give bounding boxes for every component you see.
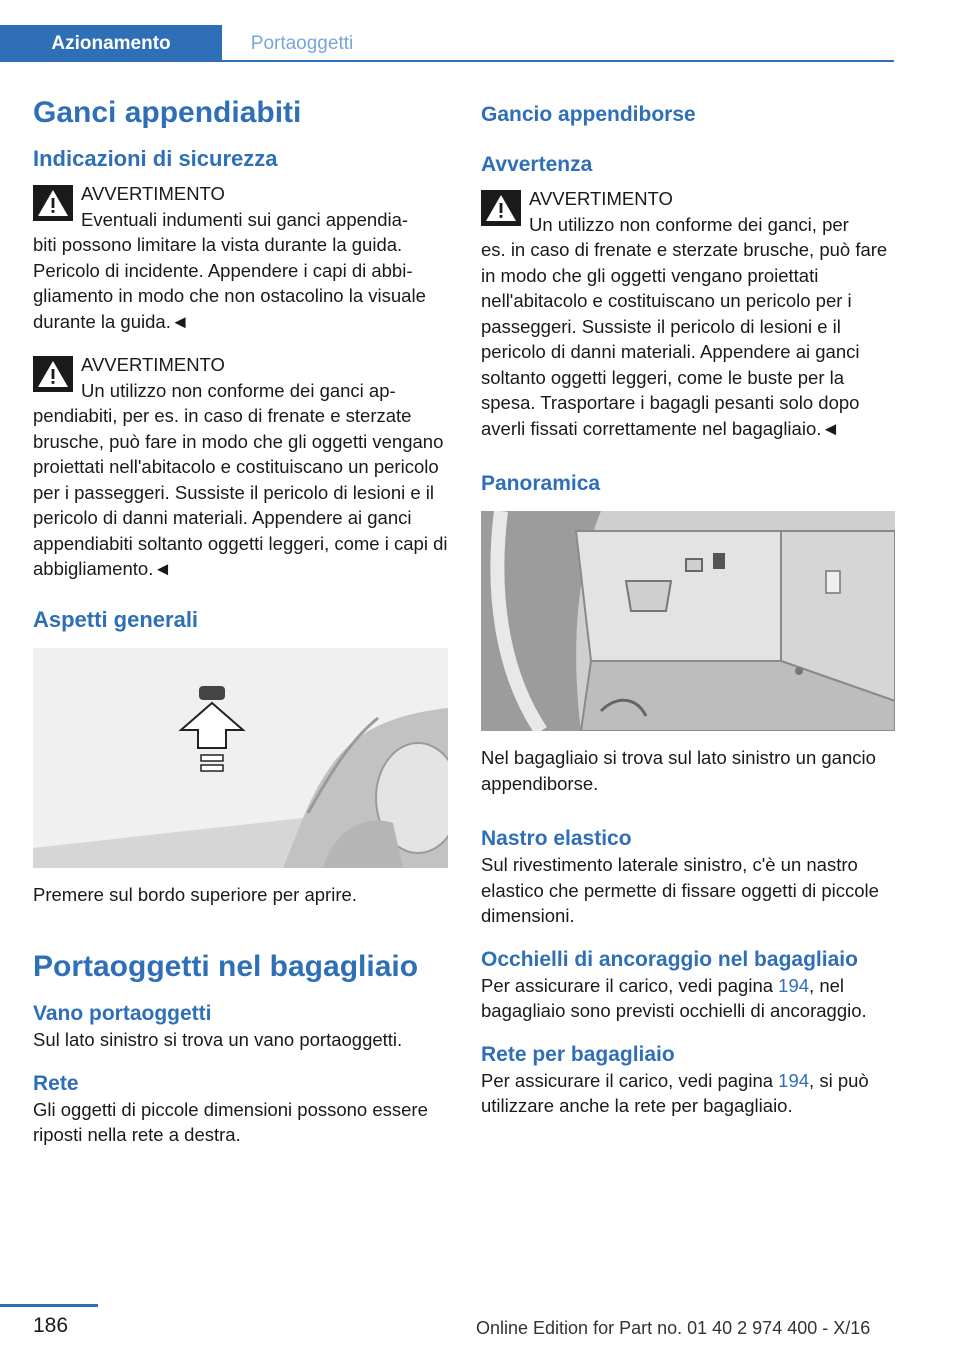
page-link-194[interactable]: 194	[778, 974, 810, 996]
footer-rule	[0, 1304, 98, 1307]
page-header	[0, 0, 960, 64]
coat-hook-drawing	[33, 648, 448, 868]
warning-text-first-line: Un utilizzo non conforme dei ganci, per	[529, 213, 849, 235]
heading-indicazioni-sicurezza: Indicazioni di sicurezza	[33, 146, 278, 171]
rete-bagagliaio-text-start: Per assicurare il carico, vedi pagina	[481, 1069, 779, 1091]
occhielli-text-end: , nel bagagliaio sono previsti occhielli di ancoraggio.	[481, 974, 867, 1021]
heading-aspetti-generali: Aspetti generali	[33, 606, 199, 632]
warning-block-1	[33, 181, 448, 334]
figure-caption: Premere sul bordo superiore per aprire.	[33, 883, 357, 905]
vano-text: Sul lato sinistro si trova un vano portaoggetti.	[33, 1029, 403, 1050]
warning-text: biti possono limitare la vista durante la guida. Pericolo di incidente. Appendere i capi di abbigliamento in modo che non ostacolino la visuale durante la guida.◄	[33, 234, 426, 332]
warning-title: AVVERTIMENTO	[81, 354, 225, 375]
rete-text: Gli oggetti di piccole dimensioni possono essere riposti nella rete a destra.	[33, 1098, 428, 1145]
tab-azionamento[interactable]: Azionamento	[0, 25, 222, 62]
heading-vano-portaoggetti: Vano portaoggetti	[33, 1002, 212, 1025]
left-column	[33, 95, 448, 1148]
warning-text-first-line: Eventuali indumenti sui ganci appendia-	[81, 208, 409, 230]
heading-rete: Rete	[33, 1071, 79, 1095]
warning-block-3	[481, 186, 895, 441]
trunk-illustration	[481, 511, 895, 731]
heading-rete-bagagliaio: Rete per bagagliaio	[481, 1042, 675, 1066]
warning-text-first-line: Un utilizzo non conforme dei ganci ap-	[81, 379, 396, 401]
right-column	[481, 102, 895, 1119]
warning-block-2	[33, 352, 448, 582]
heading-gancio-appendiborse: Gancio appendiborse	[481, 103, 696, 126]
warning-text: pendiabiti, per es. in caso di frenate e sterzate brusche, può fare in modo che gli oggetti vengano proiettati nell'abitacolo e costituiscano un pericolo per i passeggeri. Sussiste il pericolo di lesioni e il pericolo di danni materiali. Appendere ai ganci appendiabiti soltanto oggetti leggeri, come i capi di abbigliamento.◄	[33, 405, 448, 579]
warning-text: es. in caso di frenate e sterzate brusche, può fare in modo che gli oggetti vengano proiettati nell'abitacolo e costituiscano un pericolo per i passeggeri. Sussiste il pericolo di lesioni e il pericolo di danni materiali. Appendere ai ganci soltanto oggetti leggeri, come le buste per la spesa. Trasportare i bagagli pesanti solo dopo averli fissati correttamente nel bagagliaio.◄	[481, 239, 888, 439]
header-rule	[222, 60, 894, 62]
warning-triangle-icon	[33, 356, 73, 392]
coat-hook-illustration	[33, 648, 448, 868]
heading-avvertenza: Avvertenza	[481, 153, 593, 176]
heading-nastro-elastico: Nastro elastico	[481, 827, 632, 850]
warning-title: AVVERTIMENTO	[529, 188, 673, 209]
page-number: 186	[33, 1314, 69, 1337]
figure-caption: Nel bagagliaio si trova sul lato sinistro un gancio appendiborse.	[481, 747, 876, 794]
occhielli-text	[481, 973, 895, 1024]
tab-portaoggetti[interactable]: Portaoggetti	[250, 33, 354, 54]
nastro-text: Sul rivestimento laterale sinistro, c'è un nastro elastico che permette di fissare oggetti di piccole dimensioni.	[481, 854, 879, 926]
edition-text: Online Edition for Part no. 01 40 2 974 400 - X/16	[476, 1318, 871, 1338]
warning-title: AVVERTIMENTO	[81, 183, 225, 204]
heading-occhielli: Occhielli di ancoraggio nel bagagliaio	[481, 947, 858, 971]
trunk-drawing	[481, 511, 895, 731]
occhielli-text-start: Per assicurare il carico, vedi pagina	[481, 974, 779, 996]
title-ganci-appendiabiti: Ganci appendiabiti	[33, 96, 302, 129]
warning-triangle-icon	[481, 190, 521, 226]
warning-triangle-icon	[33, 185, 73, 221]
rete-bagagliaio-text	[481, 1068, 895, 1119]
rete-bagagliaio-text-end: , si può utilizzare anche la rete per bagagliaio.	[481, 1069, 869, 1116]
page-link-194[interactable]: 194	[778, 1069, 810, 1091]
heading-panoramica: Panoramica	[481, 472, 601, 495]
title-portaoggetti-bagagliaio: Portaoggetti nel bagagliaio	[33, 950, 419, 983]
